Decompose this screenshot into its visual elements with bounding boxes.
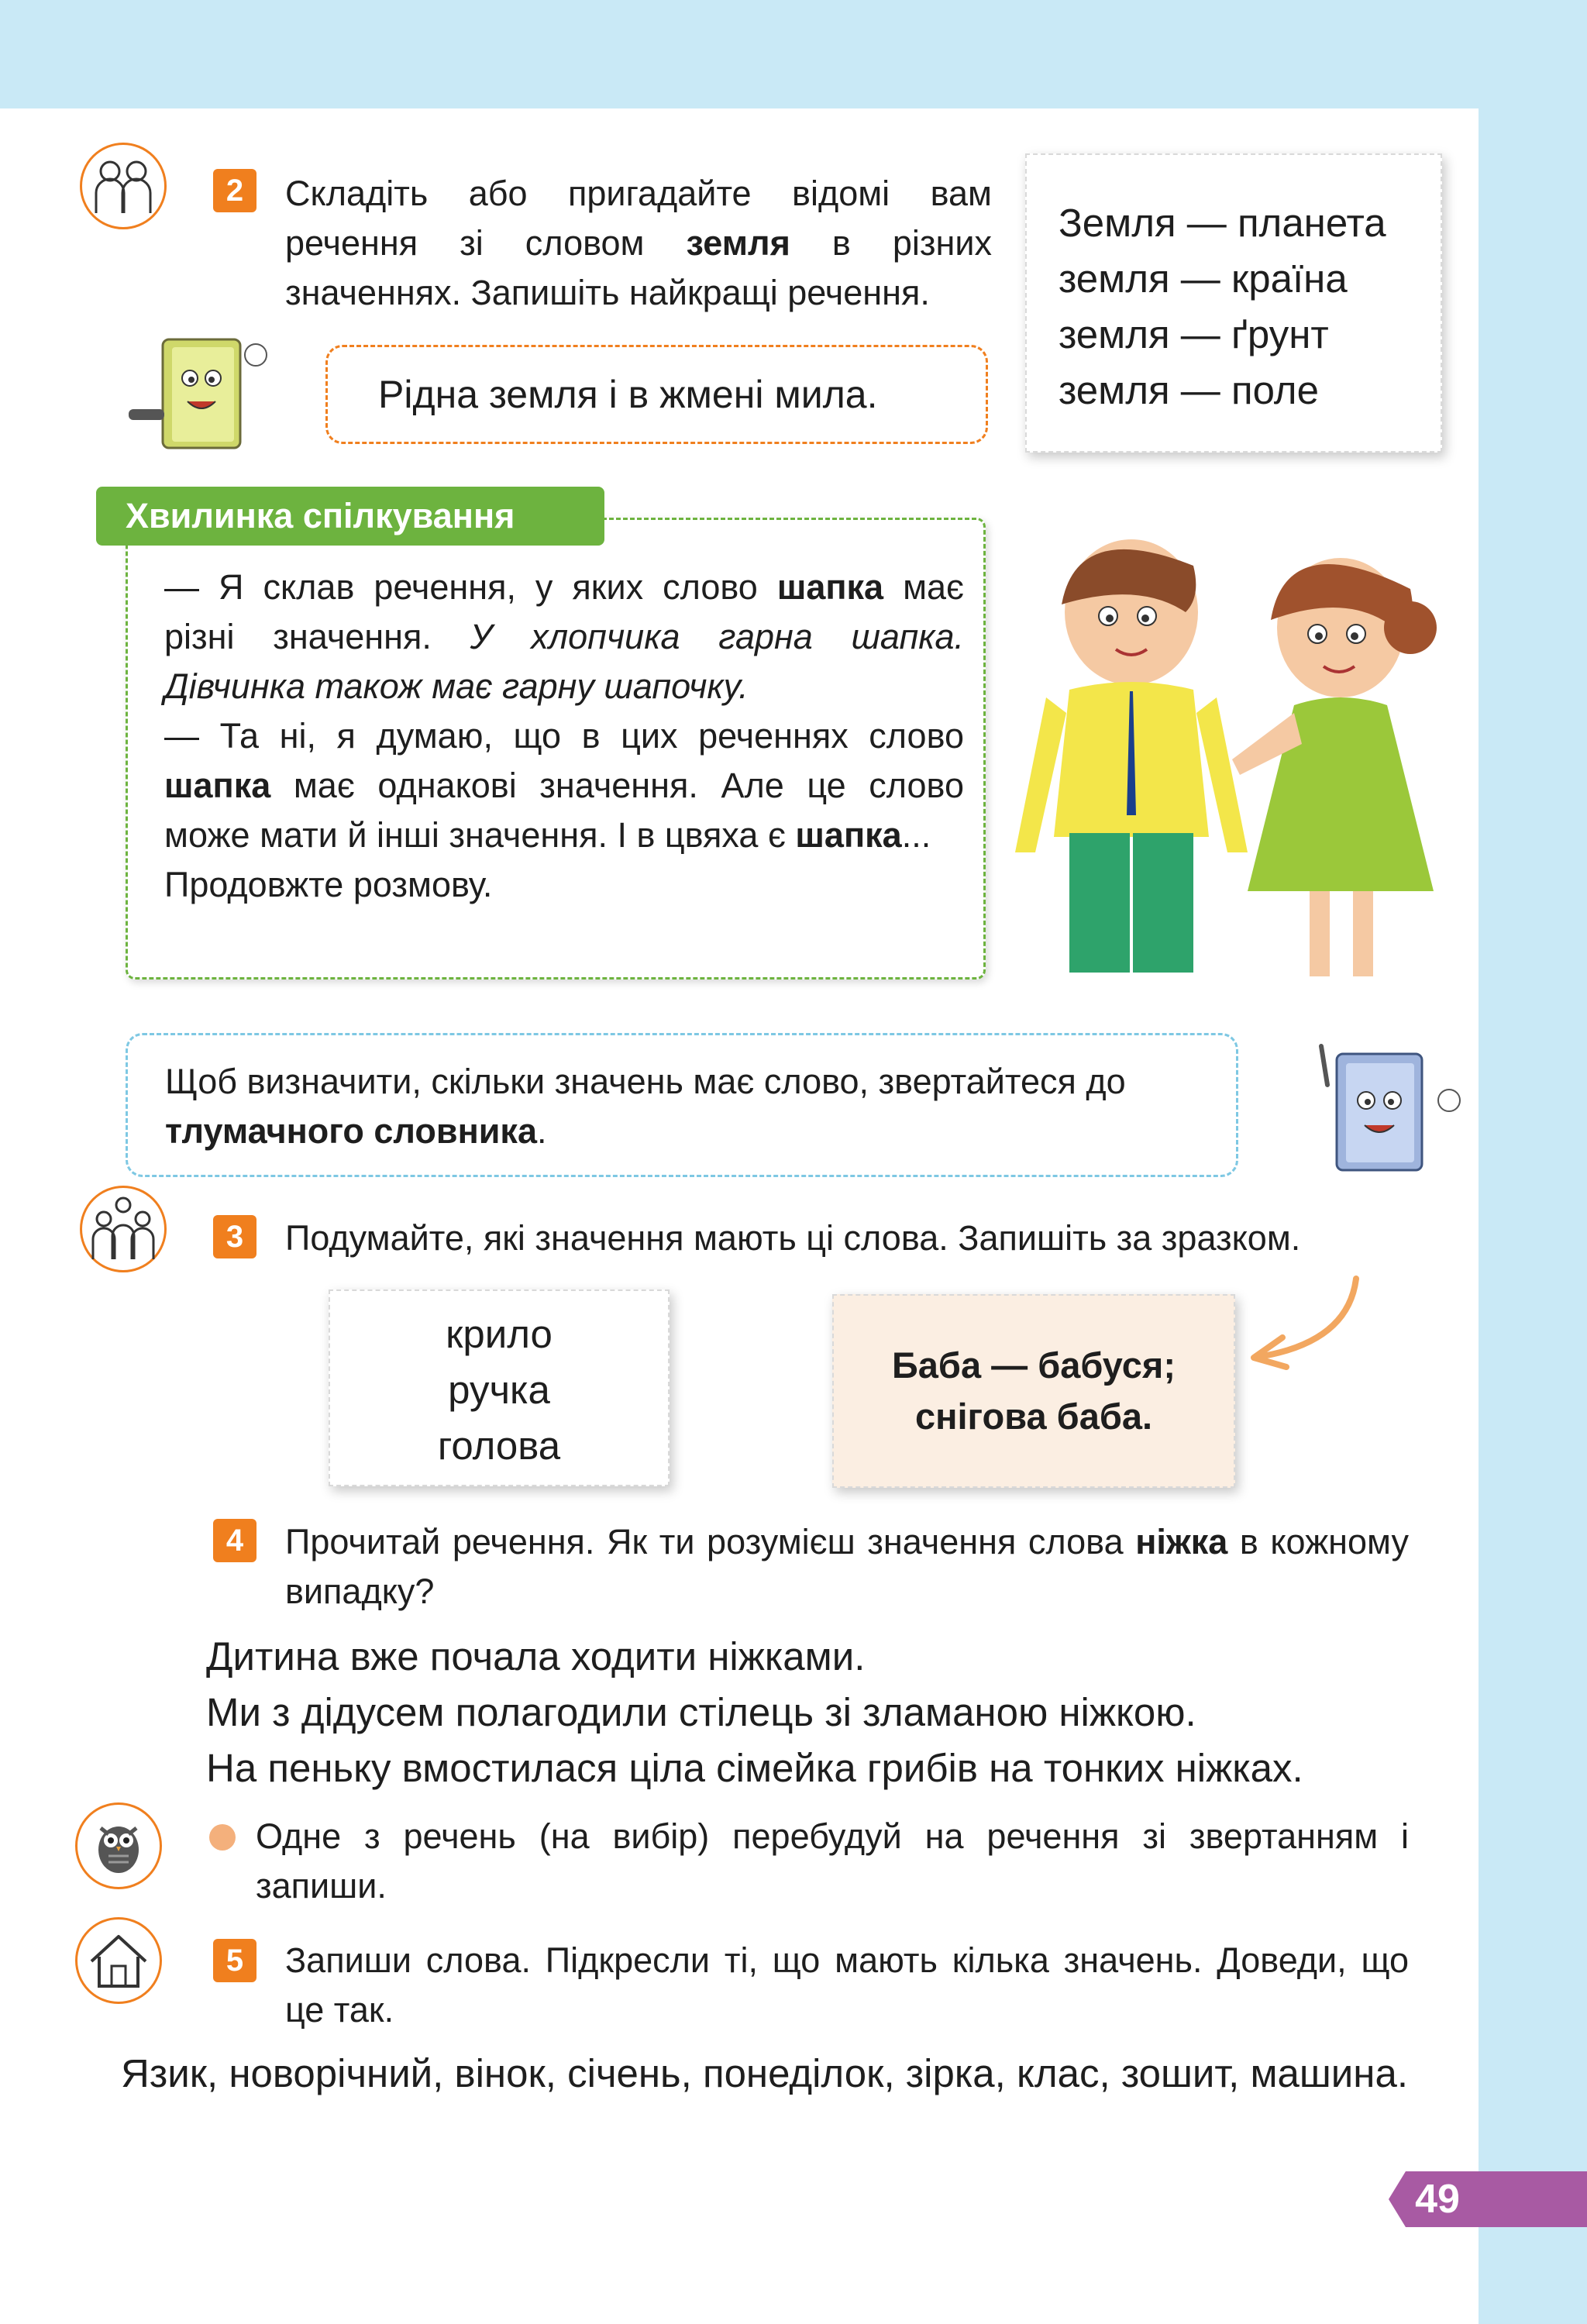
book-mascot-pointing-image	[1290, 1031, 1476, 1186]
proverb-bubble	[325, 345, 988, 444]
task-3-text: Подумайте, які значення мають ці слова. Запишіть за зразком.	[285, 1218, 1301, 1258]
curved-arrow-icon	[1240, 1271, 1372, 1372]
zemlia-meaning-4: земля — поле	[1059, 368, 1319, 412]
sample-card	[832, 1294, 1235, 1488]
task-3-number: 3	[213, 1215, 256, 1258]
bullet-dot	[209, 1824, 236, 1851]
homework-house-icon	[75, 1917, 162, 2004]
pair-work-icon	[80, 143, 167, 229]
word-holova: голова	[437, 1424, 561, 1468]
dialogue-tab-label: Хвилинка спілкування	[126, 496, 515, 535]
group-work-icon	[80, 1186, 167, 1272]
word-ruchka: ручка	[448, 1368, 550, 1412]
dialogue-text: — Я склав речення, у яких слово шапка має різні значення. У хлопчика гарна шапка. Дівчинка також має гарну шапочку. — Та ні, я думаю, що в цих реченнях слово шапка має однакові значення. Але це слово може мати й інші значення. І в цвяха є шапка... Продовжте розмову.	[164, 567, 964, 904]
task-2-text: Складіть або пригадайте відомі вам речення зі словом земля в різних значеннях. Запишіть найкращі речення.	[285, 174, 992, 312]
dialogue-tab	[96, 487, 604, 546]
children-talking-illustration	[1007, 519, 1457, 984]
book-mascot-microphone-image	[124, 324, 279, 456]
proverb-text: Рідна земля і в жмені мила.	[378, 373, 878, 416]
dictionary-tip-text: Щоб визначити, скільки значень має слово, звертайтеся до тлумачного словника.	[165, 1062, 1126, 1151]
task-4-number: 4	[213, 1519, 256, 1562]
task-2-number: 2	[213, 169, 256, 212]
task-5-number: 5	[213, 1939, 256, 1982]
owl-icon	[75, 1802, 162, 1889]
task-5-text: Запиши слова. Підкресли ті, що мають кілька значень. Доведи, що це так.	[285, 1940, 1409, 2030]
zemlia-meaning-2: земля — країна	[1059, 257, 1348, 301]
sample-line-1: Баба — бабуся;	[892, 1344, 1176, 1386]
word-krylo: крило	[446, 1312, 553, 1356]
page-number: 49	[1415, 2177, 1460, 2222]
task-4-extra: Одне з речень (на вибір) перебудуй на речення зі звертанням і запиши.	[256, 1816, 1409, 1906]
task-4-text: Прочитай речення. Як ти розумієш значення слова ніжка в кожному випадку?	[285, 1522, 1409, 1611]
task-4-sentence-3: На пеньку вмостилася ціла сімейка грибів на тонких ніжках.	[206, 1746, 1303, 1790]
task-4-sentence-2: Ми з дідусем полагодили стілець зі зламаною ніжкою.	[206, 1690, 1196, 1734]
zemlia-meaning-3: земля — ґрунт	[1059, 312, 1329, 356]
task-5-words: Язик, новорічний, вінок, січень, понеділок, зірка, клас, зошит, машина.	[121, 2051, 1408, 2095]
dictionary-tip-bubble	[126, 1033, 1238, 1177]
zemlia-meaning-1: Земля — планета	[1059, 201, 1386, 245]
task-4-sentence-1: Дитина вже почала ходити ніжками.	[206, 1634, 866, 1678]
sample-line-2: снігова баба.	[914, 1396, 1153, 1437]
